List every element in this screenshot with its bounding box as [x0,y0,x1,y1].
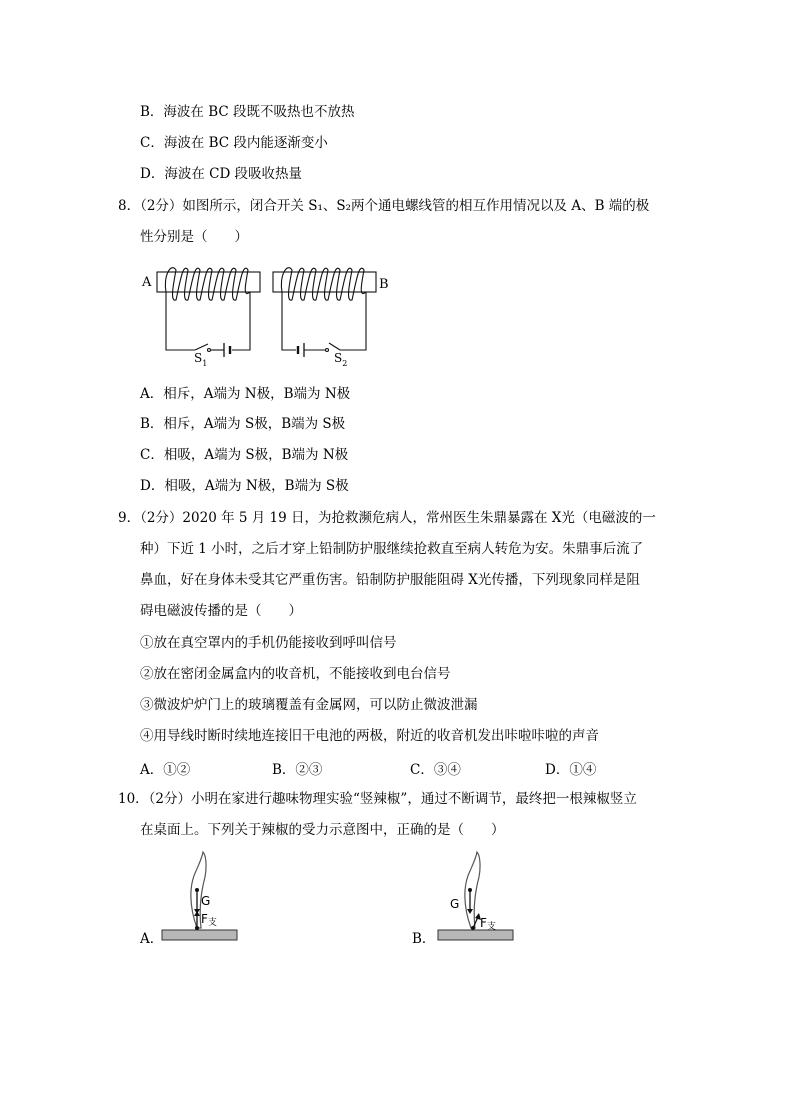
q9-option-b: B．②③ [272,762,323,778]
q9-stem-line-3: 鼻血，好在身体未受其它严重伤害。铅制防护服能阻碍 X光传播，下列现象同样是阻 [140,572,640,588]
label-b: B [379,277,389,292]
q9-option-d: D．①④ [545,762,597,778]
q9-statement-4: ④用导线时断时续地连接旧干电池的两极，附近的收音机发出咔啦咔啦的声音 [140,728,599,744]
figure-b-label-f-sub: 支 [486,922,496,932]
label-a: A [142,275,152,290]
q7-option-d: D．海波在 CD 段吸收热量 [140,166,303,182]
q9-statement-2: ②放在密闭金属盒内的收音机，不能接收到电台信号 [140,666,451,682]
q10-stem-line-1: 10．（2分）小明在家进行趣味物理实验“竖辣椒”，通过不断调节，最终把一根辣椒竖立 [118,791,637,807]
q8-option-a: A．相斥，A端为 N极，B端为 N极 [140,386,351,402]
q8-stem-line-2: 性分别是（ ） [140,229,248,245]
figure-a-label-f-sub: 支 [207,918,217,928]
q9-option-c: C．③④ [410,762,461,778]
figure-b-contact-point [471,926,475,930]
q8-option-c: C．相吸，A端为 S极，B端为 N极 [140,447,349,463]
q9-statement-3: ③微波炉炉门上的玻璃覆盖有金属网，可以防止微波泄漏 [140,697,478,713]
label-s1-subscript: 1 [202,359,208,368]
q9-option-a: A．①② [140,762,191,778]
q9-stem-line-2: 种）下近 1 小时，之后才穿上铅制防护服继续抢救直至病人转危为安。朱鼎事后流了 [140,541,644,557]
figure-b-label-g: G [450,897,460,911]
q9-stem-line-1: 9．（2分）2020 年 5 月 19 日，为抢救濒危病人，常州医生朱鼎暴露在 X光（电磁波的一 [118,510,656,526]
q10-option-b: B． [412,931,436,947]
figure-a-table [162,930,237,940]
figure-b [438,852,513,940]
figure-a-label-g: G [201,894,211,908]
figure-b-label-f [480,916,496,932]
label-s2-letter: S [334,351,343,365]
q8-stem-line-1: 8．（2分）如图所示，闭合开关 S₁、S₂两个通电螺线管的相互作用情况以及 A、B 端的极 [118,198,650,214]
figure-b-label-f-letter: F [480,916,487,930]
q8-option-b: B．相斥，A端为 S极，B端为 S极 [140,416,346,432]
q7-option-b: B．海波在 BC 段既不吸热也不放热 [140,104,355,120]
figure-a-label-f [201,912,217,928]
label-s2-subscript: 2 [342,359,348,368]
figure-a-contact-point [195,926,199,930]
q9-statement-1: ①放在真空罩内的手机仍能接收到呼叫信号 [140,635,397,651]
figure-a [162,852,237,940]
q10-stem-line-2: 在桌面上。下列关于辣椒的受力示意图中，正确的是（ ） [140,822,505,838]
q9-stem-line-4: 碍电磁波传播的是（ ） [140,603,302,619]
figure-a-label-f-letter: F [201,912,208,926]
label-s1-letter: S [194,351,203,365]
q10-option-a: A． [140,931,164,947]
q7-option-c: C．海波在 BC 段内能逐渐变小 [140,135,328,151]
q8-option-d: D．相吸，A端为 N极，B端为 S极 [140,478,349,494]
figure-b-table [438,930,513,940]
